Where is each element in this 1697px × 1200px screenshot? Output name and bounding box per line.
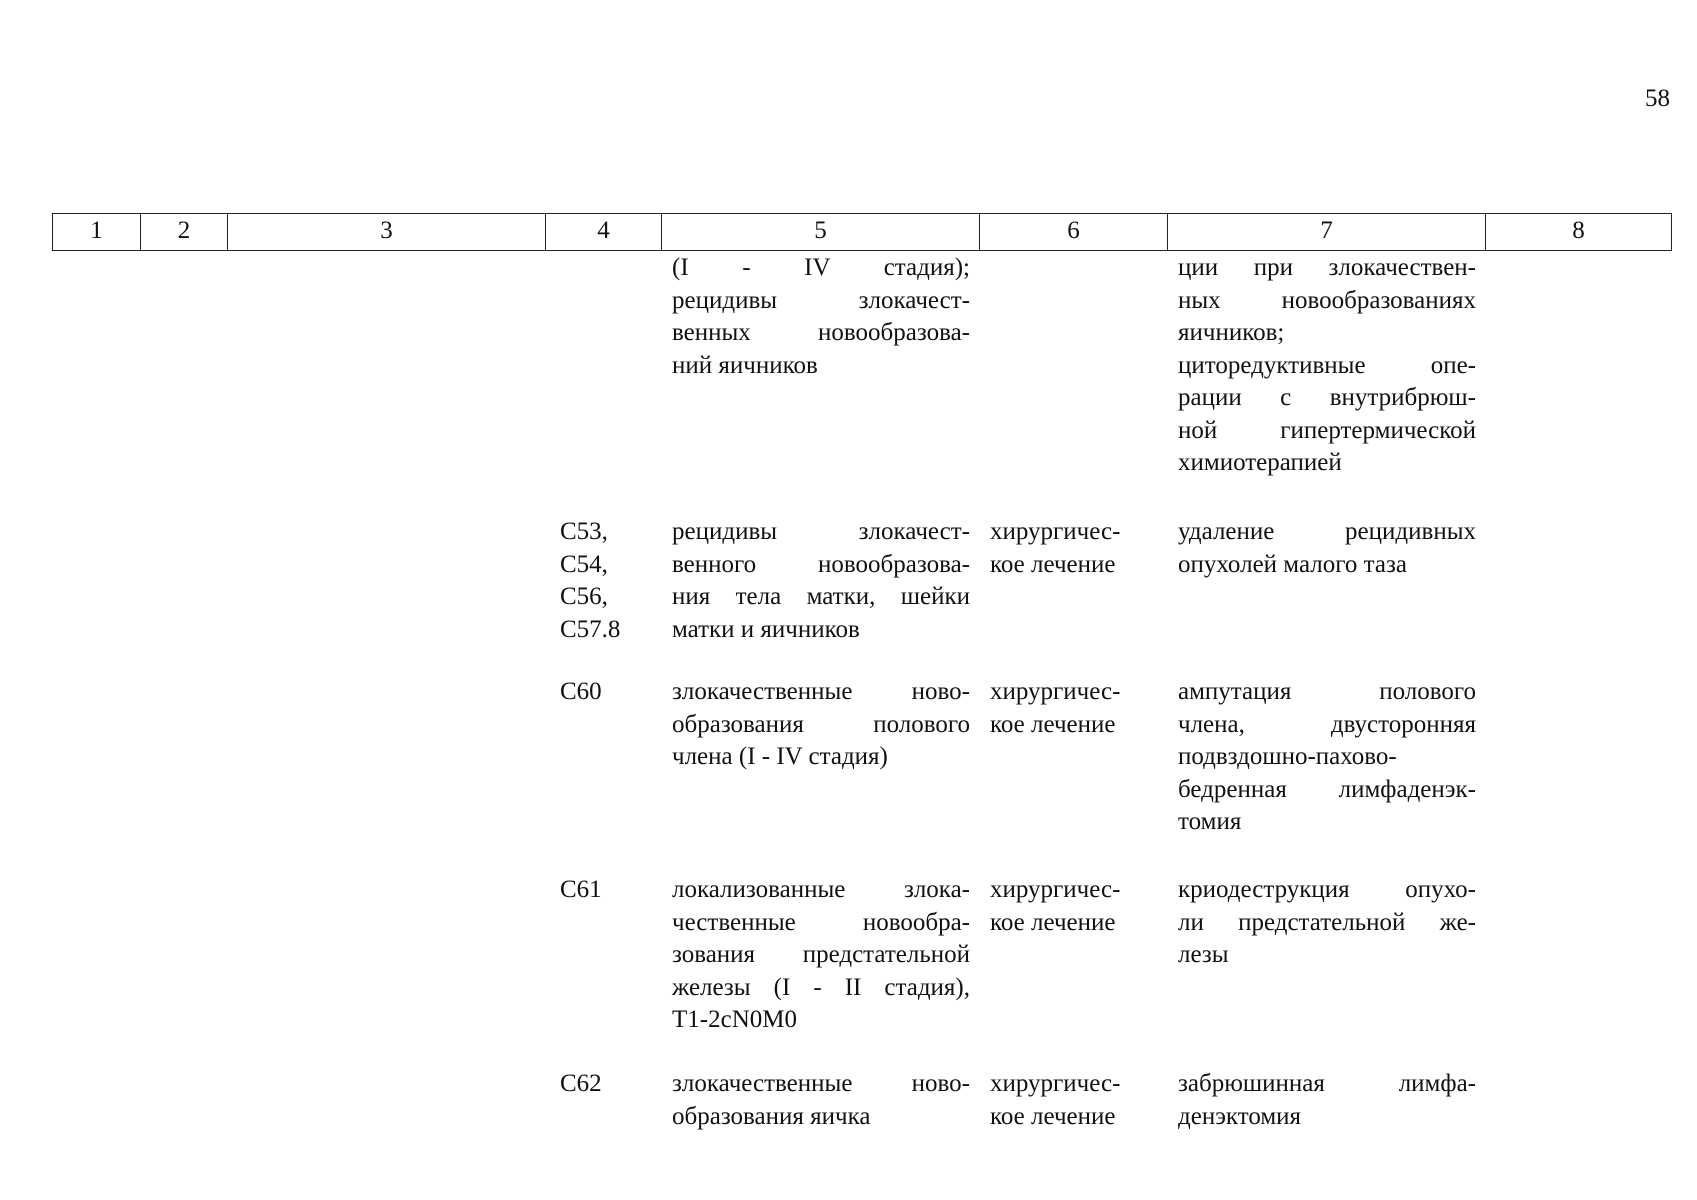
cell-diagnosis	[672, 1068, 970, 1133]
cell-line: C61	[560, 876, 602, 903]
cell-line: C60	[560, 678, 602, 705]
cell-line: злокачественные ново-	[672, 678, 970, 705]
cell-line: C54,	[560, 550, 608, 578]
cell-treatment	[990, 874, 1150, 939]
cell-method	[1178, 874, 1476, 972]
cell-line: химиотерапией	[1178, 449, 1342, 476]
cell-treatment	[990, 1068, 1150, 1133]
cell-line: яичников;	[1178, 319, 1285, 346]
cell-line: хирургичес-	[990, 1070, 1121, 1097]
cell-line: матки и яичников	[672, 615, 860, 643]
cell-line: ли предстательной же-	[1178, 908, 1476, 936]
cell-line: криодеструкция опухо-	[1178, 876, 1476, 903]
cell-line: подвздошно-пахово-	[1178, 743, 1397, 770]
cell-line: образования полового	[672, 710, 970, 738]
cell-line: циторедуктивные опе-	[1178, 351, 1476, 379]
cell-line: кое лечение	[990, 908, 1116, 936]
cell-line: кое лечение	[990, 550, 1116, 578]
cell-line: бедренная лимфаденэк-	[1178, 775, 1476, 803]
cell-method	[1178, 676, 1476, 839]
cell-line: члена, двусторонняя	[1178, 710, 1476, 738]
cell-treatment	[990, 516, 1150, 581]
header-col-3: 3	[227, 214, 545, 250]
cell-method	[1178, 516, 1476, 581]
cell-line: ния тела матки, шейки	[672, 583, 970, 610]
cell-line: венного новообразова-	[672, 550, 970, 578]
cell-line: (I - IV стадия);	[672, 254, 970, 281]
cell-line: железы (I - II стадия),	[672, 973, 970, 1001]
cell-line: зования предстательной	[672, 941, 970, 968]
cell-line: томия	[1178, 808, 1242, 835]
header-col-7: 7	[1167, 214, 1485, 250]
cell-code	[560, 676, 660, 709]
cell-line: образования яичка	[672, 1102, 871, 1130]
cell-line: ной гипертермической	[1178, 416, 1476, 444]
cell-diagnosis	[672, 252, 970, 382]
cell-method	[1178, 1068, 1476, 1133]
cell-line: C56,	[560, 583, 608, 610]
cell-line: рецидивы злокачест-	[672, 518, 970, 545]
cell-line: C53,	[560, 518, 608, 545]
cell-line: хирургичес-	[990, 518, 1121, 545]
cell-line: денэктомия	[1178, 1102, 1302, 1130]
cell-line: лезы	[1178, 941, 1229, 968]
cell-line: члена (I - IV стадия)	[672, 743, 888, 770]
header-col-1: 1	[90, 217, 103, 244]
header-col-8: 8	[1485, 214, 1671, 250]
page-number: 58	[1645, 85, 1670, 112]
cell-line: ных новообразованиях	[1178, 286, 1476, 314]
cell-treatment	[990, 676, 1150, 741]
cell-code	[560, 516, 660, 646]
header-col-6: 6	[979, 214, 1167, 250]
cell-method	[1178, 252, 1476, 480]
cell-line: C57.8	[560, 615, 621, 643]
cell-line: кое лечение	[990, 710, 1116, 738]
header-col-2: 2	[140, 214, 227, 250]
cell-diagnosis	[672, 516, 970, 646]
cell-line: C62	[560, 1070, 602, 1097]
cell-code	[560, 874, 660, 907]
cell-code	[560, 1068, 660, 1101]
cell-diagnosis	[672, 676, 970, 774]
table-header-row	[52, 213, 1672, 251]
cell-line: T1-2cN0M0	[672, 1006, 797, 1033]
cell-line: хирургичес-	[990, 876, 1121, 903]
cell-line: удаление рецидивных	[1178, 518, 1476, 545]
cell-line: хирургичес-	[990, 678, 1121, 705]
cell-line: забрюшинная лимфа-	[1178, 1070, 1476, 1097]
cell-line: ний яичников	[672, 351, 818, 379]
cell-line: ции при злокачествен-	[1178, 254, 1476, 281]
cell-line: опухолей малого таза	[1178, 550, 1407, 578]
header-col-4: 4	[545, 214, 661, 250]
cell-line: кое лечение	[990, 1102, 1116, 1130]
cell-line: рации с внутрибрюш-	[1178, 384, 1476, 411]
header-col-5: 5	[661, 214, 979, 250]
cell-line: рецидивы злокачест-	[672, 286, 970, 314]
cell-line: злокачественные ново-	[672, 1070, 970, 1097]
cell-line: чественные новообра-	[672, 908, 970, 936]
cell-line: ампутация полового	[1178, 678, 1476, 705]
cell-line: венных новообразова-	[672, 319, 970, 346]
cell-line: локализованные злока-	[672, 876, 970, 903]
cell-diagnosis	[672, 874, 970, 1037]
